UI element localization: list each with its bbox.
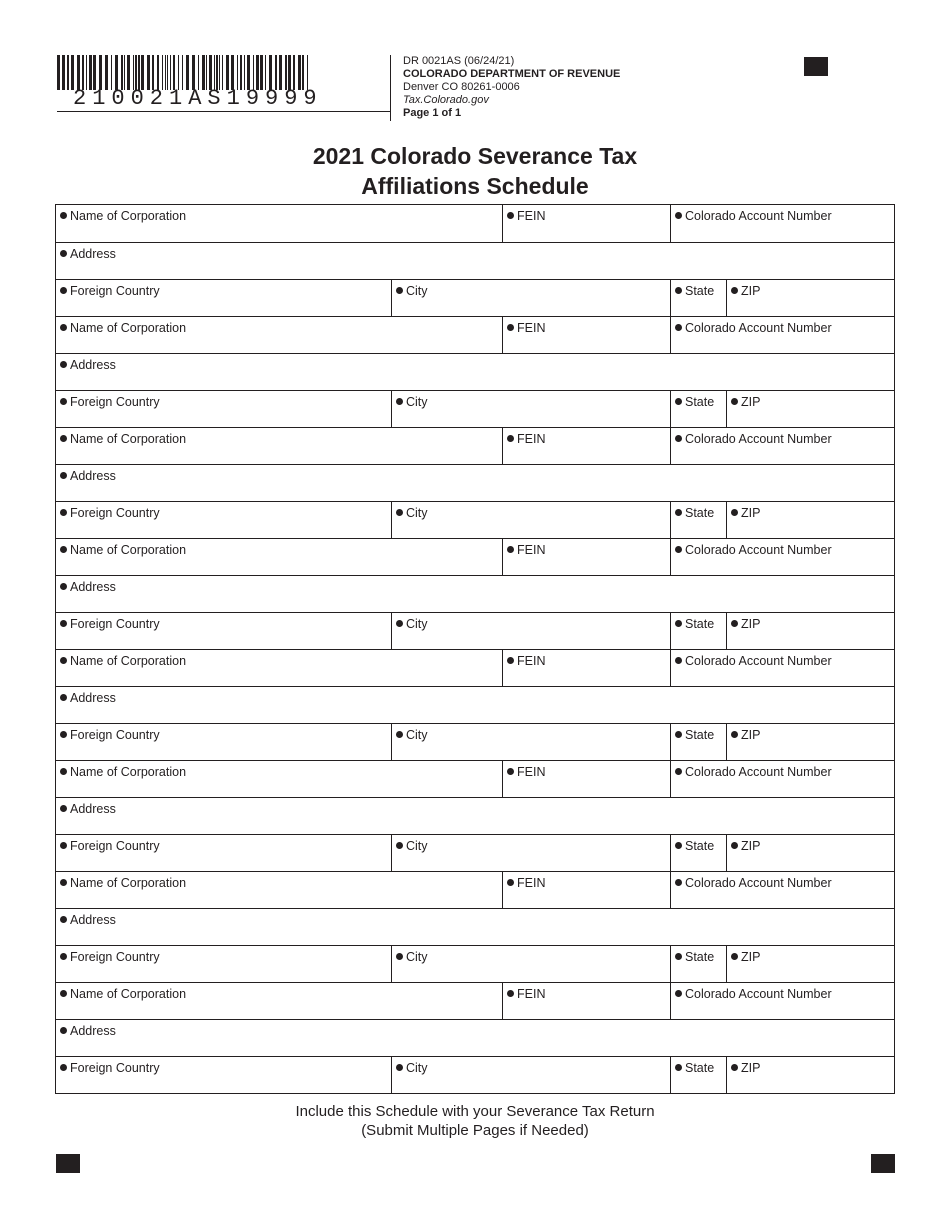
- corporation-name-field[interactable]: [56, 428, 502, 464]
- zip-field[interactable]: [726, 946, 894, 982]
- fein-label: FEIN: [517, 654, 546, 668]
- corporation-name-label: Name of Corporation: [70, 321, 187, 335]
- bullet-icon: [60, 509, 67, 516]
- state-label: State: [685, 617, 715, 631]
- city-field[interactable]: [391, 946, 670, 982]
- fein-field[interactable]: [502, 761, 670, 797]
- title-line-1: 2021 Colorado Severance Tax: [312, 143, 638, 169]
- corporation-name-field[interactable]: [56, 539, 502, 575]
- registration-mark: [804, 57, 828, 76]
- state-field[interactable]: [670, 280, 726, 316]
- colorado-account-number-field[interactable]: [670, 761, 894, 797]
- city-field[interactable]: [391, 280, 670, 316]
- address-field[interactable]: [56, 465, 894, 501]
- fein-label: FEIN: [517, 209, 546, 223]
- bullet-icon: [60, 916, 67, 923]
- foreign-country-label: Foreign Country: [70, 395, 160, 409]
- colorado-account-number-field[interactable]: [670, 539, 894, 575]
- colorado-account-number-field[interactable]: [670, 872, 894, 908]
- address-row: [56, 908, 894, 945]
- state-label: State: [685, 1061, 715, 1075]
- bullet-icon: [507, 324, 514, 331]
- corporation-name-field[interactable]: [56, 317, 502, 353]
- zip-label: ZIP: [741, 284, 761, 298]
- city-label: City: [406, 728, 428, 742]
- fein-field[interactable]: [502, 539, 670, 575]
- bullet-icon: [507, 879, 514, 886]
- colorado-account-number-field[interactable]: [670, 205, 894, 242]
- bullet-icon: [731, 287, 738, 294]
- colorado-account-number-label: Colorado Account Number: [685, 209, 832, 223]
- colorado-account-number-label: Colorado Account Number: [685, 654, 832, 668]
- footer-note: [0, 1102, 950, 1140]
- address-field[interactable]: [56, 243, 894, 279]
- bullet-icon: [675, 324, 682, 331]
- address-label: Address: [70, 358, 116, 372]
- registration-mark: [56, 1154, 80, 1173]
- city-field[interactable]: [391, 391, 670, 427]
- corporation-name-field[interactable]: [56, 761, 502, 797]
- foreign-country-field[interactable]: [56, 1057, 391, 1093]
- bullet-icon: [396, 1064, 403, 1071]
- city-field[interactable]: [391, 1057, 670, 1093]
- page-number: Page 1 of 1: [403, 107, 462, 119]
- bullet-icon: [396, 620, 403, 627]
- bullet-icon: [60, 212, 67, 219]
- bullet-icon: [60, 990, 67, 997]
- bullet-icon: [675, 768, 682, 775]
- bullet-icon: [60, 694, 67, 701]
- fein-field[interactable]: [502, 650, 670, 686]
- colorado-account-number-label: Colorado Account Number: [685, 765, 832, 779]
- bullet-icon: [60, 842, 67, 849]
- city-label: City: [406, 839, 428, 853]
- location-row: [56, 612, 894, 649]
- address-row: [56, 797, 894, 834]
- foreign-country-label: Foreign Country: [70, 617, 160, 631]
- bullet-icon: [60, 731, 67, 738]
- colorado-account-number-field[interactable]: [670, 650, 894, 686]
- location-row: [56, 501, 894, 538]
- zip-field[interactable]: [726, 391, 894, 427]
- bullet-icon: [60, 361, 67, 368]
- bullet-icon: [731, 398, 738, 405]
- bullet-icon: [675, 731, 682, 738]
- address-field[interactable]: [56, 354, 894, 390]
- bullet-icon: [60, 657, 67, 664]
- corporation-name-label: Name of Corporation: [70, 876, 187, 890]
- bullet-icon: [60, 324, 67, 331]
- location-row: [56, 390, 894, 427]
- state-label: State: [685, 506, 715, 520]
- bullet-icon: [731, 731, 738, 738]
- zip-label: ZIP: [741, 395, 761, 409]
- affiliations-table: [55, 204, 895, 1094]
- bullet-icon: [675, 842, 682, 849]
- barcode-number: 210021AS19999: [73, 86, 323, 111]
- state-label: State: [685, 395, 715, 409]
- fein-label: FEIN: [517, 543, 546, 557]
- bullet-icon: [507, 657, 514, 664]
- city-field[interactable]: [391, 835, 670, 871]
- bullet-icon: [675, 620, 682, 627]
- corporation-row: [56, 316, 894, 353]
- bullet-icon: [60, 287, 67, 294]
- address-label: Address: [70, 247, 116, 261]
- colorado-account-number-label: Colorado Account Number: [685, 876, 832, 890]
- zip-label: ZIP: [741, 617, 761, 631]
- bullet-icon: [507, 435, 514, 442]
- corporation-name-label: Name of Corporation: [70, 654, 187, 668]
- barcode-bars: [57, 55, 311, 90]
- address-label: Address: [70, 913, 116, 927]
- zip-field[interactable]: [726, 724, 894, 760]
- bullet-icon: [675, 990, 682, 997]
- bullet-icon: [675, 1064, 682, 1071]
- corporation-row: [56, 427, 894, 464]
- footer-line-1: Include this Schedule with your Severance Tax Return: [295, 1103, 655, 1120]
- foreign-country-field[interactable]: [56, 280, 391, 316]
- corporation-name-label: Name of Corporation: [70, 987, 187, 1001]
- city-field[interactable]: [391, 502, 670, 538]
- bullet-icon: [675, 657, 682, 664]
- location-row: [56, 723, 894, 760]
- zip-field[interactable]: [726, 613, 894, 649]
- foreign-country-label: Foreign Country: [70, 728, 160, 742]
- title-line-2: Affiliations Schedule: [361, 173, 589, 199]
- form-header: [390, 55, 620, 121]
- zip-label: ZIP: [741, 839, 761, 853]
- address-row: [56, 353, 894, 390]
- address-label: Address: [70, 802, 116, 816]
- address-field[interactable]: [56, 909, 894, 945]
- corporation-row: [56, 760, 894, 797]
- zip-field[interactable]: [726, 280, 894, 316]
- address-row: [56, 242, 894, 279]
- foreign-country-field[interactable]: [56, 502, 391, 538]
- registration-mark: [871, 1154, 895, 1173]
- bullet-icon: [396, 287, 403, 294]
- colorado-account-number-field[interactable]: [670, 983, 894, 1019]
- corporation-name-field[interactable]: [56, 650, 502, 686]
- zip-label: ZIP: [741, 506, 761, 520]
- zip-label: ZIP: [741, 1061, 761, 1075]
- foreign-country-field[interactable]: [56, 835, 391, 871]
- city-field[interactable]: [391, 613, 670, 649]
- corporation-row: [56, 538, 894, 575]
- department-name: COLORADO DEPARTMENT OF REVENUE: [403, 68, 621, 80]
- foreign-country-label: Foreign Country: [70, 284, 160, 298]
- corporation-row: [56, 871, 894, 908]
- corporation-name-label: Name of Corporation: [70, 432, 187, 446]
- fein-label: FEIN: [517, 765, 546, 779]
- bullet-icon: [675, 953, 682, 960]
- fein-field[interactable]: [502, 428, 670, 464]
- foreign-country-label: Foreign Country: [70, 1061, 160, 1075]
- city-label: City: [406, 395, 428, 409]
- corporation-name-label: Name of Corporation: [70, 765, 187, 779]
- address-row: [56, 686, 894, 723]
- colorado-account-number-label: Colorado Account Number: [685, 321, 832, 335]
- address-field[interactable]: [56, 576, 894, 612]
- colorado-account-number-field[interactable]: [670, 428, 894, 464]
- bullet-icon: [507, 990, 514, 997]
- corporation-row: [56, 205, 894, 242]
- corporation-row: [56, 982, 894, 1019]
- state-field[interactable]: [670, 391, 726, 427]
- bullet-icon: [60, 250, 67, 257]
- foreign-country-label: Foreign Country: [70, 950, 160, 964]
- state-field[interactable]: [670, 724, 726, 760]
- address-field[interactable]: [56, 1020, 894, 1056]
- bullet-icon: [675, 509, 682, 516]
- city-label: City: [406, 1061, 428, 1075]
- bullet-icon: [60, 472, 67, 479]
- bullet-icon: [675, 546, 682, 553]
- footer-line-2: (Submit Multiple Pages if Needed): [361, 1122, 589, 1139]
- colorado-account-number-label: Colorado Account Number: [685, 432, 832, 446]
- bullet-icon: [60, 435, 67, 442]
- corporation-name-label: Name of Corporation: [70, 209, 187, 223]
- website: Tax.Colorado.gov: [403, 94, 489, 106]
- bullet-icon: [60, 398, 67, 405]
- corporation-row: [56, 649, 894, 686]
- colorado-account-number-field[interactable]: [670, 317, 894, 353]
- address-label: Address: [70, 469, 116, 483]
- bullet-icon: [507, 212, 514, 219]
- zip-label: ZIP: [741, 728, 761, 742]
- colorado-account-number-label: Colorado Account Number: [685, 987, 832, 1001]
- bullet-icon: [60, 805, 67, 812]
- bullet-icon: [396, 731, 403, 738]
- bullet-icon: [731, 953, 738, 960]
- zip-label: ZIP: [741, 950, 761, 964]
- zip-field[interactable]: [726, 1057, 894, 1093]
- foreign-country-label: Foreign Country: [70, 839, 160, 853]
- state-label: State: [685, 728, 715, 742]
- bullet-icon: [60, 620, 67, 627]
- bullet-icon: [60, 1027, 67, 1034]
- zip-field[interactable]: [726, 835, 894, 871]
- bullet-icon: [731, 842, 738, 849]
- corporation-name-label: Name of Corporation: [70, 543, 187, 557]
- corporation-name-field[interactable]: [56, 983, 502, 1019]
- location-row: [56, 945, 894, 982]
- bullet-icon: [60, 879, 67, 886]
- divider: [57, 111, 390, 112]
- address-row: [56, 464, 894, 501]
- bullet-icon: [60, 1064, 67, 1071]
- barcode: [57, 55, 323, 111]
- state-label: State: [685, 839, 715, 853]
- state-field[interactable]: [670, 835, 726, 871]
- bullet-icon: [731, 620, 738, 627]
- corporation-name-field[interactable]: [56, 872, 502, 908]
- address-label: Address: [70, 1024, 116, 1038]
- bullet-icon: [731, 509, 738, 516]
- colorado-account-number-label: Colorado Account Number: [685, 543, 832, 557]
- state-label: State: [685, 284, 715, 298]
- bullet-icon: [731, 1064, 738, 1071]
- bullet-icon: [396, 509, 403, 516]
- fein-field[interactable]: [502, 983, 670, 1019]
- fein-label: FEIN: [517, 321, 546, 335]
- state-field[interactable]: [670, 1057, 726, 1093]
- bullet-icon: [60, 768, 67, 775]
- bullet-icon: [675, 287, 682, 294]
- fein-field[interactable]: [502, 872, 670, 908]
- fein-label: FEIN: [517, 432, 546, 446]
- bullet-icon: [396, 842, 403, 849]
- foreign-country-label: Foreign Country: [70, 506, 160, 520]
- address-label: Address: [70, 580, 116, 594]
- city-label: City: [406, 617, 428, 631]
- bullet-icon: [507, 768, 514, 775]
- bullet-icon: [675, 879, 682, 886]
- state-field[interactable]: [670, 613, 726, 649]
- bullet-icon: [675, 398, 682, 405]
- zip-field[interactable]: [726, 502, 894, 538]
- fein-label: FEIN: [517, 987, 546, 1001]
- address-label: Address: [70, 691, 116, 705]
- address-row: [56, 1019, 894, 1056]
- address-field[interactable]: [56, 798, 894, 834]
- bullet-icon: [675, 435, 682, 442]
- state-field[interactable]: [670, 946, 726, 982]
- location-row: [56, 279, 894, 316]
- location-row: [56, 834, 894, 871]
- bullet-icon: [60, 546, 67, 553]
- foreign-country-field[interactable]: [56, 613, 391, 649]
- state-label: State: [685, 950, 715, 964]
- city-field[interactable]: [391, 724, 670, 760]
- fein-label: FEIN: [517, 876, 546, 890]
- city-label: City: [406, 950, 428, 964]
- foreign-country-field[interactable]: [56, 946, 391, 982]
- bullet-icon: [60, 953, 67, 960]
- state-field[interactable]: [670, 502, 726, 538]
- bullet-icon: [396, 398, 403, 405]
- fein-field[interactable]: [502, 317, 670, 353]
- fein-field[interactable]: [502, 205, 670, 242]
- city-label: City: [406, 506, 428, 520]
- bullet-icon: [675, 212, 682, 219]
- location-row: [56, 1056, 894, 1093]
- bullet-icon: [60, 583, 67, 590]
- department-address: Denver CO 80261-0006: [403, 81, 520, 93]
- corporation-name-field[interactable]: [56, 205, 502, 242]
- foreign-country-field[interactable]: [56, 724, 391, 760]
- city-label: City: [406, 284, 428, 298]
- bullet-icon: [396, 953, 403, 960]
- address-row: [56, 575, 894, 612]
- form-id: DR 0021AS (06/24/21): [403, 55, 515, 67]
- foreign-country-field[interactable]: [56, 391, 391, 427]
- address-field[interactable]: [56, 687, 894, 723]
- bullet-icon: [507, 546, 514, 553]
- page-title: [0, 141, 950, 201]
